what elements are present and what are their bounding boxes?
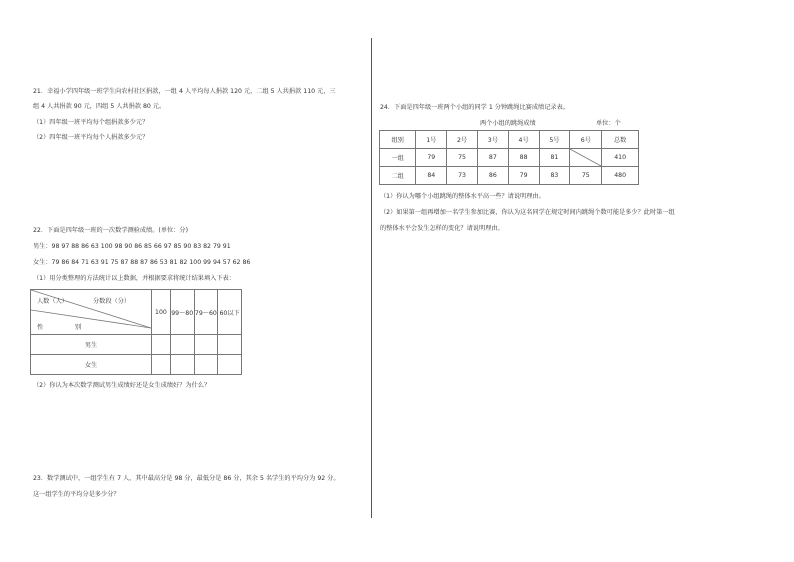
col-header: 60以下 (218, 290, 242, 335)
header-sex-label-2: 别 (75, 324, 82, 331)
q22-boys: 男生：98 97 88 86 63 100 98 90 86 85 66 97 85 90 83 82 79 91 (33, 243, 231, 250)
table-row (380, 167, 639, 185)
table-cell: 84 (416, 167, 447, 185)
table-cell: 86 (477, 167, 508, 185)
table-cell: 83 (539, 167, 570, 185)
col-header: 4号 (508, 131, 539, 149)
table-row (380, 149, 639, 167)
col-header: 组别 (380, 131, 416, 149)
header-sex-label-1: 性 (37, 324, 44, 331)
table-row (31, 355, 242, 375)
diagonal-header-cell (31, 290, 152, 335)
blank-cell[interactable] (152, 335, 171, 355)
table-cell: 75 (447, 149, 478, 167)
table-row (31, 335, 242, 355)
diagonal-slash (570, 149, 601, 166)
q24-line1: 24．下面是四年级一班两个小组的同学 1 分钟跳绳比赛成绩记录表。 (380, 104, 569, 111)
col-header: 100 (152, 290, 171, 335)
q21-sub2: （2）四年级一班平均每个人捐款多少元？ (33, 134, 149, 141)
table-cell: 73 (447, 167, 478, 185)
table-header-row (380, 131, 639, 149)
table-cell: 79 (508, 167, 539, 185)
col-header: 2号 (447, 131, 478, 149)
blank-cell[interactable] (152, 355, 171, 375)
jump-rope-table (379, 130, 639, 185)
col-header: 5号 (539, 131, 570, 149)
diagonal-empty-cell (570, 149, 602, 167)
table-cell: 81 (539, 149, 570, 167)
q22-sub2: （2）你认为本次数学测试男生成绩好还是女生成绩好？为什么？ (33, 382, 211, 389)
column-divider (371, 38, 372, 518)
q23-line2: 这一组学生的平均分是多少分？ (33, 491, 120, 498)
blank-cell[interactable] (194, 355, 218, 375)
q22-line1: 22．下面是四年级一班的一次数学测验成绩。(单位：分) (33, 227, 189, 234)
q21-line2: 组 4 人共捐款 90 元，四组 5 人共捐款 80 元。 (33, 103, 166, 110)
score-table (30, 289, 242, 375)
table-cell: 79 (416, 149, 447, 167)
blank-cell[interactable] (170, 355, 194, 375)
col-header: 1号 (416, 131, 447, 149)
table-cell: 二组 (380, 167, 416, 185)
table-cell: 480 (602, 167, 639, 185)
q21-sub1: （1）四年级一班平均每个组捐款多少元？ (33, 119, 149, 126)
col-header: 6号 (570, 131, 602, 149)
table-cell: 88 (508, 149, 539, 167)
blank-cell[interactable] (170, 335, 194, 355)
q24-sub1: （1）你认为哪个小组跳绳的整体水平高一些？请说明理由。 (380, 193, 545, 200)
score-table-header (31, 290, 242, 335)
blank-cell[interactable] (218, 335, 242, 355)
row-label-boys: 男生 (31, 335, 152, 355)
blank-cell[interactable] (194, 335, 218, 355)
q24-table-title: 两个小组的跳绳成绩 (480, 120, 536, 127)
col-header: 79～60 (194, 290, 218, 335)
blank-cell[interactable] (218, 355, 242, 375)
col-header: 99～80 (170, 290, 194, 335)
row-label-girls: 女生 (31, 355, 152, 375)
table-cell: 一组 (380, 149, 416, 167)
col-header: 3号 (477, 131, 508, 149)
table-cell: 87 (477, 149, 508, 167)
header-score-label: 分数段（分） (93, 298, 131, 305)
q23-line1: 23．数学测试中，一组学生有 7 人，其中最高分是 98 分，最低分是 86 分，其余 5 名学生的平均分为 92 分。 (33, 475, 340, 482)
col-header: 总数 (602, 131, 639, 149)
header-people-label: 人数（人） (37, 298, 68, 305)
q21-line1: 21．幸福小学四年级一班学生向农村社区捐款，一组 4 人平均每人捐款 120 元，二组 5 人共捐款 110 元，三 (33, 88, 336, 95)
q22-sub1: （1）用分类整理的方法统计以上数据，并根据要求将统计结果填入下表： (33, 275, 235, 282)
q22-girls: 女生：79 86 84 71 63 91 75 87 88 87 86 53 81 82 100 99 94 57 62 86 (33, 259, 251, 266)
q24-unit: 单位：个 (596, 120, 621, 127)
table-cell: 410 (602, 149, 639, 167)
q24-sub3: 的整体水平会发生怎样的变化？请说明理由。 (380, 225, 504, 232)
table-cell: 75 (570, 167, 602, 185)
q24-sub2: （2）如果第一组再增加一名学生参加比赛，你认为这名同学在规定时间内跳绳个数可能是多少？此时第一组 (380, 209, 675, 216)
